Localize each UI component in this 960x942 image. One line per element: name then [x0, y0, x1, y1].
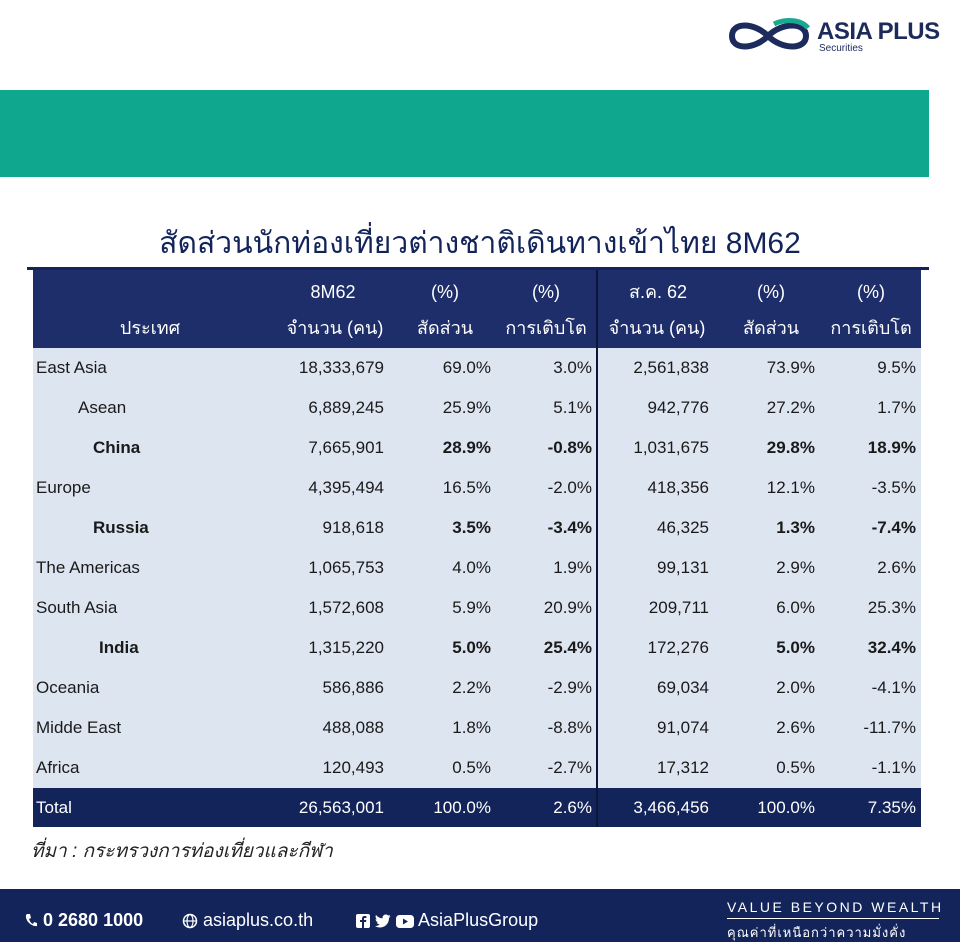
tourist-table [33, 270, 921, 827]
row-growth-aug: -1.1% [871, 758, 916, 777]
row-growth-8m: 20.9% [543, 598, 592, 617]
row-count-aug: 209,711 [648, 598, 709, 617]
row-growth-8m: 3.0% [553, 358, 592, 377]
row-country-name: East Asia [36, 358, 107, 377]
header-count: จำนวน (คน) [608, 318, 706, 338]
row-count-8m: 1,315,220 [308, 638, 384, 657]
website-url: asiaplus.co.th [203, 910, 314, 930]
row-growth-8m: -2.0% [547, 478, 592, 497]
brand-sub: Securities [819, 43, 863, 54]
total-count-aug: 3,466,456 [633, 798, 709, 817]
row-share-aug: 0.5% [776, 758, 815, 777]
row-growth-8m: 25.4% [543, 638, 592, 657]
row-country-name: Europe [36, 478, 91, 497]
header-growth: การเติบโต [830, 318, 912, 338]
row-country-name: Midde East [36, 718, 122, 737]
row-growth-8m: -3.4% [547, 518, 592, 537]
row-share-8m: 0.5% [452, 758, 491, 777]
row-country-name: China [93, 438, 141, 457]
row-count-8m: 4,395,494 [308, 478, 384, 497]
row-share-aug: 2.0% [776, 678, 815, 697]
total-share-8m: 100.0% [433, 798, 491, 817]
column-divider [596, 270, 598, 827]
row-share-8m: 3.5% [452, 518, 491, 537]
header-8m62: 8M62 [310, 282, 356, 302]
row-growth-8m: -8.8% [547, 718, 592, 737]
header-growth: การเติบโต [505, 318, 587, 338]
row-country-name: Oceania [36, 678, 100, 697]
row-count-aug: 99,131 [657, 558, 709, 577]
phone-icon [24, 913, 38, 929]
row-count-8m: 18,333,679 [298, 358, 384, 377]
row-count-8m: 7,665,901 [308, 438, 384, 457]
row-growth-aug: -4.1% [871, 678, 916, 697]
row-share-aug: 29.8% [766, 438, 815, 457]
row-count-8m: 918,618 [322, 518, 384, 537]
row-count-8m: 120,493 [322, 758, 384, 777]
row-growth-aug: 32.4% [867, 638, 916, 657]
row-count-8m: 1,572,608 [308, 598, 384, 617]
row-count-aug: 942,776 [647, 398, 709, 417]
row-share-8m: 4.0% [452, 558, 491, 577]
row-country-name: Asean [78, 398, 127, 417]
row-share-8m: 16.5% [442, 478, 491, 497]
page-title: สัดส่วนนักท่องเที่ยวต่างชาติเดินทางเข้าไทย 8M62 [159, 227, 801, 260]
row-count-aug: 418,356 [647, 478, 709, 497]
row-growth-aug: -7.4% [871, 518, 916, 537]
row-count-aug: 46,325 [657, 518, 709, 537]
footer-phone[interactable] [24, 910, 143, 931]
header-aug62: ส.ค. 62 [628, 282, 688, 302]
row-share-aug: 2.9% [776, 558, 815, 577]
row-growth-aug: -11.7% [863, 718, 916, 737]
row-share-8m: 2.2% [452, 678, 491, 697]
row-share-aug: 1.3% [776, 518, 815, 537]
row-count-8m: 488,088 [322, 718, 384, 737]
phone-number: 0 2680 1000 [43, 910, 144, 930]
row-share-aug: 73.9% [766, 358, 815, 377]
tagline-divider [727, 918, 939, 919]
row-share-8m: 5.9% [452, 598, 491, 617]
twitter-icon [375, 914, 391, 928]
header-pct: (%) [431, 282, 459, 302]
header-share: สัดส่วน [742, 318, 800, 338]
header-pct: (%) [757, 282, 785, 302]
infinity-logo-icon [724, 16, 814, 54]
header-pct: (%) [857, 282, 885, 302]
header-pct: (%) [532, 282, 560, 302]
row-count-8m: 1,065,753 [308, 558, 384, 577]
row-count-aug: 69,034 [657, 678, 709, 697]
asia-plus-logo [724, 14, 946, 58]
total-share-aug: 100.0% [757, 798, 815, 817]
footer-website[interactable] [182, 910, 313, 931]
row-share-8m: 1.8% [452, 718, 491, 737]
footer-social[interactable] [356, 910, 538, 931]
header-country: ประเทศ [119, 318, 181, 338]
tagline-en: VALUE BEYOND WEALTH [727, 899, 944, 915]
row-growth-aug: 18.9% [867, 438, 916, 457]
row-share-8m: 69.0% [442, 358, 491, 377]
row-growth-8m: -2.9% [547, 678, 592, 697]
row-share-aug: 2.6% [776, 718, 815, 737]
total-label: Total [36, 798, 72, 817]
row-share-aug: 6.0% [776, 598, 815, 617]
row-share-8m: 25.9% [442, 398, 491, 417]
row-share-8m: 28.9% [442, 438, 491, 457]
row-share-aug: 12.1% [766, 478, 815, 497]
row-growth-aug: 1.7% [877, 398, 916, 417]
row-country-name: The Americas [36, 558, 140, 577]
row-count-aug: 1,031,675 [633, 438, 709, 457]
header-count: จำนวน (คน) [286, 318, 384, 338]
row-share-aug: 5.0% [776, 638, 815, 657]
brand-name: ASIA PLUS [817, 18, 940, 45]
total-growth-8m: 2.6% [553, 798, 592, 817]
total-count-8m: 26,563,001 [298, 798, 384, 817]
row-count-aug: 91,074 [657, 718, 709, 737]
row-count-8m: 586,886 [322, 678, 384, 697]
row-growth-8m: 1.9% [553, 558, 592, 577]
row-growth-8m: -2.7% [547, 758, 592, 777]
row-growth-aug: 9.5% [877, 358, 916, 377]
green-banner [0, 90, 929, 177]
footer-bar [0, 889, 960, 942]
social-handle: AsiaPlusGroup [418, 910, 539, 930]
tagline-th: คุณค่าที่เหนือกว่าความมั่งคั่ง [727, 925, 907, 940]
row-count-aug: 17,312 [657, 758, 709, 777]
facebook-icon [356, 914, 370, 928]
row-count-aug: 2,561,838 [633, 358, 709, 377]
row-country-name: India [99, 638, 139, 657]
globe-icon [182, 913, 198, 929]
row-count-aug: 172,276 [647, 638, 709, 657]
row-count-8m: 6,889,245 [308, 398, 384, 417]
row-country-name: South Asia [36, 598, 118, 617]
row-country-name: Russia [93, 518, 149, 537]
header-share: สัดส่วน [416, 318, 474, 338]
total-growth-aug: 7.35% [867, 798, 916, 817]
row-growth-aug: 25.3% [867, 598, 916, 617]
row-country-name: Africa [36, 758, 80, 777]
row-share-8m: 5.0% [452, 638, 491, 657]
row-growth-8m: 5.1% [553, 398, 592, 417]
source-note: ที่มา : กระทรวงการท่องเที่ยวและกีฬา [31, 841, 333, 862]
row-growth-8m: -0.8% [547, 438, 592, 457]
row-growth-aug: -3.5% [871, 478, 916, 497]
youtube-icon [396, 915, 414, 928]
row-growth-aug: 2.6% [877, 558, 916, 577]
row-share-aug: 27.2% [766, 398, 815, 417]
